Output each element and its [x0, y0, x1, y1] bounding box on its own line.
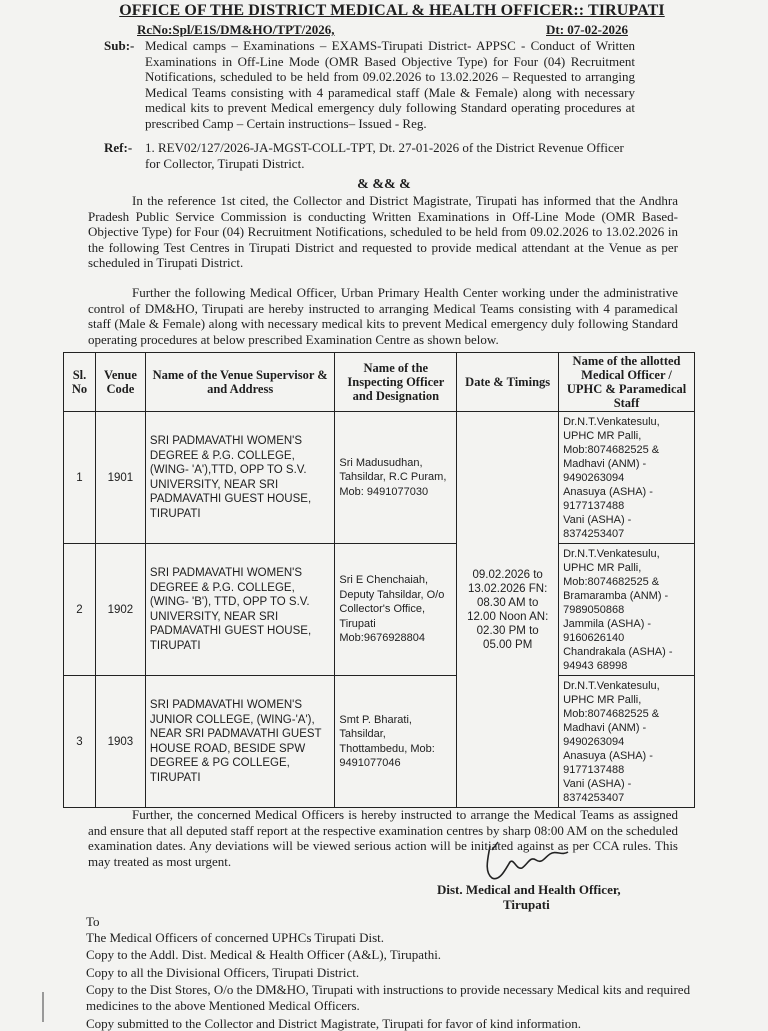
- staff-line: Bramaramba (ANM) -: [563, 589, 669, 602]
- table-row: [64, 412, 695, 544]
- distribution-line: Copy submitted to the Collector and District Magistrate, Tirupati for favor of kind information.: [86, 1015, 582, 1031]
- row-venue-code: 1903: [95, 676, 145, 808]
- staff-line: Madhavi (ANM) -: [563, 721, 647, 734]
- staff-line: Mob:8074682525 &: [563, 575, 660, 588]
- header-staff: Name of the allotted Medical Officer / UPHC & Paramedical Staff: [559, 353, 695, 412]
- paragraph-1: In the reference 1st cited, the Collector and District Magistrate, Tirupati has informed that the Andhra Pradesh Public Service Commission is conducting Written Examinations in Off-Line Mode (OMR Based-Objective Type) for Four (04) Recruitment Notifications, scheduled to be held from 09.02.2026 to 13.02.2026 in the following Test Centres in Tirupati District and requested to provide medical attendant at the Venue as per scheduled in Tirupati District.: [88, 193, 678, 271]
- staff-line: Dr.N.T.Venkatesulu,: [563, 415, 660, 428]
- row-venue: SRI PADMAVATHI WOMEN'S DEGREE & P.G. COLLEGE, (WING- 'B'), TTD, OPP TO S.V. UNIVERSITY, NEAR SRI PADMAVATHI GUEST HOUSE, TIRUPATI: [145, 544, 334, 676]
- staff-line: 9490263094: [563, 471, 625, 484]
- staff-line: 8374253407: [563, 791, 625, 804]
- row-staff: [559, 676, 695, 808]
- row-sl-no: 2: [64, 544, 96, 676]
- staff-line: 9177137488: [563, 763, 625, 776]
- staff-line: Dr.N.T.Venkatesulu,: [563, 547, 660, 560]
- table-header-row: [64, 353, 695, 412]
- staff-line: Chandrakala (ASHA) -: [563, 645, 673, 658]
- staff-line: 94943 68998: [563, 659, 628, 672]
- table-row: [64, 676, 695, 808]
- margin-mark: [42, 992, 44, 1022]
- signatory-designation: Dist. Medical and Health Officer,: [437, 882, 621, 897]
- reference-text: 1. REV02/127/2026-JA-MGST-COLL-TPT, Dt. 27-01-2026 of the District Revenue Officer for Collector, Tirupati District.: [145, 140, 624, 171]
- header-venue-code: Venue Code: [95, 353, 145, 412]
- staff-line: Anasuya (ASHA) -: [563, 749, 653, 762]
- header-inspecting-officer: Name of the Inspecting Officer and Designation: [335, 353, 457, 412]
- row-sl-no: 3: [64, 676, 96, 808]
- row-inspecting-officer: Sri E Chenchaiah, Deputy Tahsildar, O/o Collector's Office, Tirupati Mob:9676928804: [335, 544, 457, 676]
- distribution-line: Copy to the Addl. Dist. Medical & Health Officer (A&L), Tirupathi.: [86, 947, 442, 963]
- document-date: Dt: 07-02-2026: [546, 22, 628, 37]
- header-date-timings: Date & Timings: [457, 353, 559, 412]
- reference-label: Ref:-: [104, 140, 133, 155]
- subject-label: Sub:-: [104, 38, 135, 53]
- reference-number: RcNo:Spl/E1S/DM&HO/TPT/2026,: [137, 22, 335, 37]
- distribution-list: [86, 914, 716, 1031]
- paragraph-3: Further, the concerned Medical Officers is hereby instructed to arrange the Medical Teams as assigned and ensure that all deputed staff report at the respective examination centres by sharp 08:00 AM on the scheduled examination dates. Any deviations will be viewed serious action will be initiated against as per CCA rules. This may treated as most urgent.: [88, 807, 678, 869]
- section-separator: & && &: [357, 177, 411, 192]
- header-sl-no: Sl. No: [64, 353, 96, 412]
- date-timings: 09.02.2026 to 13.02.2026 FN: 08.30 AM to 12.00 Noon AN: 02.30 PM to 05.00 PM: [457, 412, 559, 808]
- row-inspecting-officer: Smt P. Bharati, Tahsildar, Thottambedu, Mob: 9491077046: [335, 676, 457, 808]
- paragraph-2: Further the following Medical Officer, Urban Primary Health Center working under the administrative control of DM&HO, Tirupati are hereby instructed to arranging Medical Teams consisting with 4 paramedical staff (Male & Female) along with necessary medical kits to prevent Medical emergency duly following Standard operating procedures at below prescribed Examination Centre as shown below.: [88, 285, 678, 347]
- row-inspecting-officer: Sri Madusudhan, Tahsildar, R.C Puram, Mob: 9491077030: [335, 412, 457, 544]
- staff-line: UPHC MR Palli,: [563, 693, 642, 706]
- staff-line: Mob:8074682525 &: [563, 707, 660, 720]
- staff-line: 9177137488: [563, 499, 625, 512]
- staff-line: Anasuya (ASHA) -: [563, 485, 653, 498]
- office-title: OFFICE OF THE DISTRICT MEDICAL & HEALTH OFFICER:: TIRUPATI: [119, 2, 665, 19]
- distribution-line: The Medical Officers of concerned UPHCs Tirupati Dist.: [86, 929, 384, 945]
- staff-line: 9490263094: [563, 735, 625, 748]
- distribution-line: Copy to all the Divisional Officers, Tirupati District.: [86, 964, 360, 980]
- staff-line: Vani (ASHA) -: [563, 777, 632, 790]
- staff-line: Vani (ASHA) -: [563, 513, 632, 526]
- staff-line: 9160626140: [563, 631, 625, 644]
- row-venue: SRI PADMAVATHI WOMEN'S JUNIOR COLLEGE, (WING-'A'), NEAR SRI PADMAVATHI GUEST HOUSE ROAD, BESIDE SPW DEGREE & PG COLLEGE, TIRUPATI: [145, 676, 334, 808]
- row-venue-code: 1901: [95, 412, 145, 544]
- staff-line: Jammila (ASHA) -: [563, 617, 652, 630]
- row-staff: [559, 544, 695, 676]
- distribution-line: Copy to the Dist Stores, O/o the DM&HO, Tirupati with instructions to provide necessary Medical kits and required medicines to the above Mentioned Medical Officers.: [86, 982, 691, 1013]
- staff-line: UPHC MR Palli,: [563, 561, 642, 574]
- staff-line: 7989050868: [563, 603, 625, 616]
- row-staff: [559, 412, 695, 544]
- header-venue: Name of the Venue Supervisor & and Address: [145, 353, 334, 412]
- staff-line: Mob:8074682525 &: [563, 443, 660, 456]
- staff-line: UPHC MR Palli,: [563, 429, 642, 442]
- staff-line: 8374253407: [563, 527, 625, 540]
- table-row: [64, 544, 695, 676]
- to-label: To: [86, 914, 100, 929]
- handwritten-signature: [470, 838, 580, 886]
- row-venue: SRI PADMAVATHI WOMEN'S DEGREE & P.G. COLLEGE, (WING- 'A'),TTD, OPP TO S.V. UNIVERSITY, NEAR SRI PADMAVATHI GUEST HOUSE, TIRUPATI: [145, 412, 334, 544]
- venue-table: [63, 352, 695, 808]
- row-venue-code: 1902: [95, 544, 145, 676]
- row-sl-no: 1: [64, 412, 96, 544]
- staff-line: Dr.N.T.Venkatesulu,: [563, 679, 660, 692]
- signatory-place: Tirupati: [503, 897, 550, 912]
- staff-line: Madhavi (ANM) -: [563, 457, 647, 470]
- subject-text: Medical camps – Examinations – EXAMS-Tirupati District- APPSC - Conduct of Written Examinations in Off-Line Mode (OMR Based Objective Type) for Four (04) Recruitment Notifications, scheduled to be held from 09.02.2026 to 13.02.2026 – Requested to arranging Medical Teams consisting with 4 paramedical staff (Male & Female) along with necessary medical kits to prevent Medical emergency duly following Standard operating procedures at prescribed Camp – Certain instructions– Issued - Reg.: [145, 38, 635, 131]
